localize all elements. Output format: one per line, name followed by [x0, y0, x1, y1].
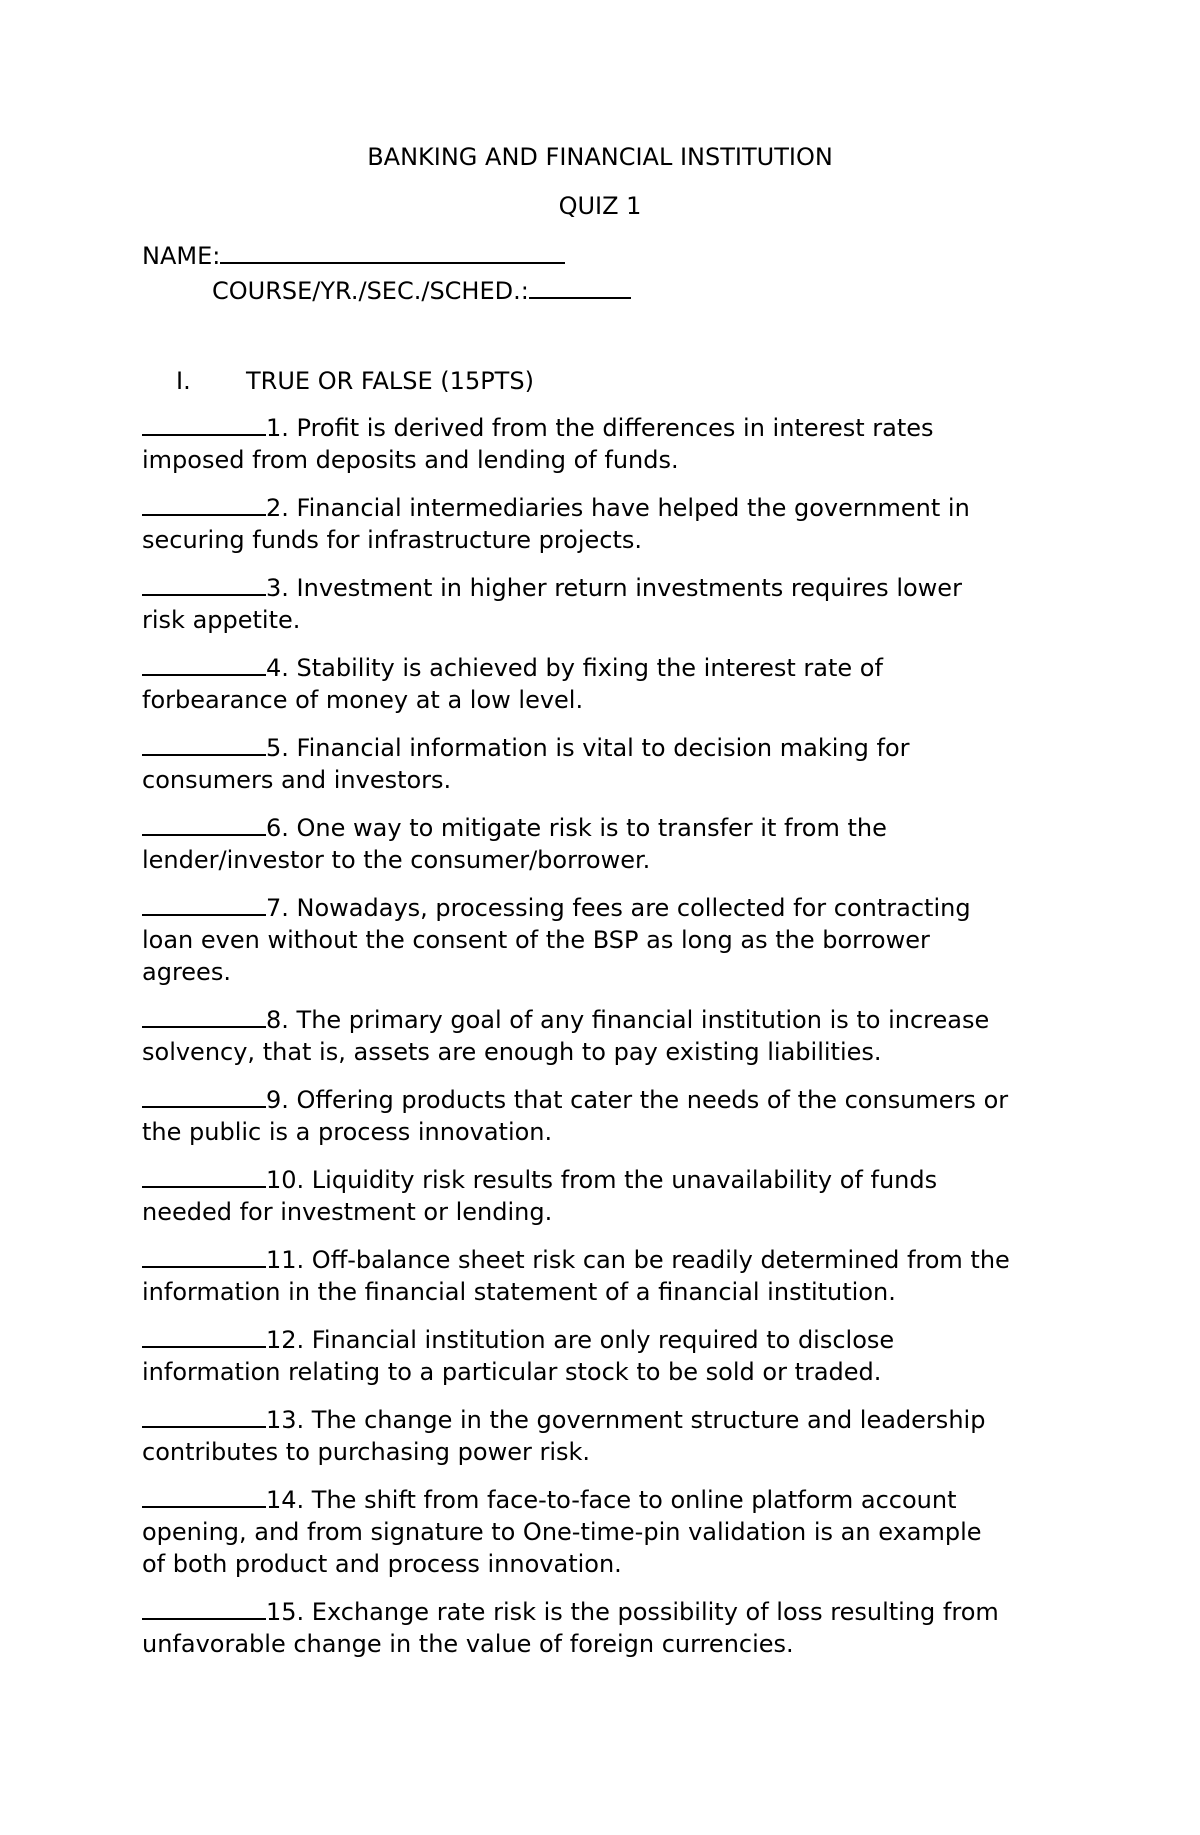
question-item	[142, 1596, 1072, 1660]
question-text-line	[142, 1404, 1072, 1436]
question-text-line	[142, 924, 1072, 956]
answer-blank[interactable]	[142, 1596, 266, 1620]
question-text-line	[142, 412, 1072, 444]
question-text: 10. Liquidity risk results from the unavailability of funds	[266, 1166, 938, 1194]
answer-blank[interactable]	[142, 1324, 266, 1348]
question-text-line	[142, 892, 1072, 924]
question-text-line	[142, 1196, 1072, 1228]
question-text: 15. Exchange rate risk is the possibility of loss resulting from	[266, 1598, 999, 1626]
question-item	[142, 492, 1072, 556]
question-text: 13. The change in the government structure and leadership	[266, 1406, 986, 1434]
question-item	[142, 892, 1072, 988]
question-text-line	[142, 652, 1072, 684]
question-text-line	[142, 1276, 1072, 1308]
question-text: 1. Profit is derived from the differences in interest rates	[266, 414, 934, 442]
question-text: 3. Investment in higher return investments requires lower	[266, 574, 962, 602]
question-text: 14. The shift from face-to-face to online platform account	[266, 1486, 957, 1514]
name-label: NAME:	[142, 242, 221, 270]
course-field[interactable]	[212, 273, 631, 306]
answer-blank[interactable]	[142, 652, 266, 676]
answer-blank[interactable]	[142, 1084, 266, 1108]
question-text: imposed from deposits and lending of funds.	[142, 446, 679, 474]
question-text-line	[142, 1244, 1072, 1276]
question-text: 2. Financial intermediaries have helped the government in	[266, 494, 970, 522]
question-text-line	[142, 844, 1072, 876]
answer-blank[interactable]	[142, 572, 266, 596]
section-heading	[176, 366, 534, 396]
answer-blank[interactable]	[142, 1484, 266, 1508]
question-text-line	[142, 764, 1072, 796]
question-text: forbearance of money at a low level.	[142, 686, 584, 714]
question-list	[142, 412, 1072, 1676]
question-text-line	[142, 1084, 1072, 1116]
question-text-line	[142, 524, 1072, 556]
answer-blank[interactable]	[142, 892, 266, 916]
question-item	[142, 652, 1072, 716]
question-text: consumers and investors.	[142, 766, 452, 794]
question-text-line	[142, 732, 1072, 764]
question-text: opening, and from signature to One-time-pin validation is an example	[142, 1518, 982, 1546]
question-text-line	[142, 1436, 1072, 1468]
question-text-line	[142, 1628, 1072, 1660]
question-text-line	[142, 956, 1072, 988]
question-text: risk appetite.	[142, 606, 301, 634]
question-text-line	[142, 684, 1072, 716]
name-field[interactable]	[142, 238, 565, 271]
name-blank[interactable]	[220, 238, 565, 264]
question-text: loan even without the consent of the BSP as long as the borrower	[142, 926, 930, 954]
course-blank[interactable]	[529, 273, 631, 299]
question-text: agrees.	[142, 958, 231, 986]
question-text-line	[142, 492, 1072, 524]
question-text: 11. Off-balance sheet risk can be readily determined from the	[266, 1246, 1010, 1274]
answer-blank[interactable]	[142, 1164, 266, 1188]
question-text-line	[142, 1484, 1072, 1516]
answer-blank[interactable]	[142, 812, 266, 836]
question-text: 12. Financial institution are only required to disclose	[266, 1326, 895, 1354]
question-text-line	[142, 572, 1072, 604]
question-text: of both product and process innovation.	[142, 1550, 622, 1578]
question-text-line	[142, 1516, 1072, 1548]
question-item	[142, 1484, 1072, 1580]
question-text-line	[142, 1036, 1072, 1068]
question-text-line	[142, 1004, 1072, 1036]
question-text: 8. The primary goal of any financial institution is to increase	[266, 1006, 990, 1034]
question-text-line	[142, 1548, 1072, 1580]
question-text-line	[142, 444, 1072, 476]
answer-blank[interactable]	[142, 732, 266, 756]
question-text: securing funds for infrastructure projects.	[142, 526, 643, 554]
question-item	[142, 1084, 1072, 1148]
question-item	[142, 1164, 1072, 1228]
question-item	[142, 1404, 1072, 1468]
course-label: COURSE/YR./SEC./SCHED.:	[212, 277, 529, 305]
question-text: 9. Offering products that cater the needs of the consumers or	[266, 1086, 1009, 1114]
answer-blank[interactable]	[142, 492, 266, 516]
question-text-line	[142, 1324, 1072, 1356]
question-text: 6. One way to mitigate risk is to transfer it from the	[266, 814, 887, 842]
section-number: I.	[176, 367, 191, 395]
question-text: 7. Nowadays, processing fees are collected for contracting	[266, 894, 971, 922]
section-title: TRUE OR FALSE (15PTS)	[246, 367, 534, 395]
question-text-line	[142, 812, 1072, 844]
question-item	[142, 732, 1072, 796]
document-title: BANKING AND FINANCIAL INSTITUTION	[367, 143, 833, 171]
question-text-line	[142, 604, 1072, 636]
question-text: information relating to a particular stock to be sold or traded.	[142, 1358, 882, 1386]
question-item	[142, 1324, 1072, 1388]
question-text-line	[142, 1116, 1072, 1148]
answer-blank[interactable]	[142, 1244, 266, 1268]
answer-blank[interactable]	[142, 1404, 266, 1428]
question-item	[142, 412, 1072, 476]
question-text-line	[142, 1164, 1072, 1196]
question-item	[142, 1244, 1072, 1308]
question-text-line	[142, 1356, 1072, 1388]
question-text: information in the financial statement of a financial institution.	[142, 1278, 896, 1306]
quiz-number: QUIZ 1	[558, 192, 642, 220]
answer-blank[interactable]	[142, 1004, 266, 1028]
question-text: contributes to purchasing power risk.	[142, 1438, 591, 1466]
question-item	[142, 1004, 1072, 1068]
question-item	[142, 572, 1072, 636]
question-text: needed for investment or lending.	[142, 1198, 553, 1226]
question-text: the public is a process innovation.	[142, 1118, 553, 1146]
question-text: 4. Stability is achieved by fixing the interest rate of	[266, 654, 883, 682]
question-text: 5. Financial information is vital to decision making for	[266, 734, 910, 762]
question-text: lender/investor to the consumer/borrower.	[142, 846, 651, 874]
question-text: unfavorable change in the value of foreign currencies.	[142, 1630, 794, 1658]
answer-blank[interactable]	[142, 412, 266, 436]
question-text-line	[142, 1596, 1072, 1628]
question-text: solvency, that is, assets are enough to pay existing liabilities.	[142, 1038, 882, 1066]
question-item	[142, 812, 1072, 876]
